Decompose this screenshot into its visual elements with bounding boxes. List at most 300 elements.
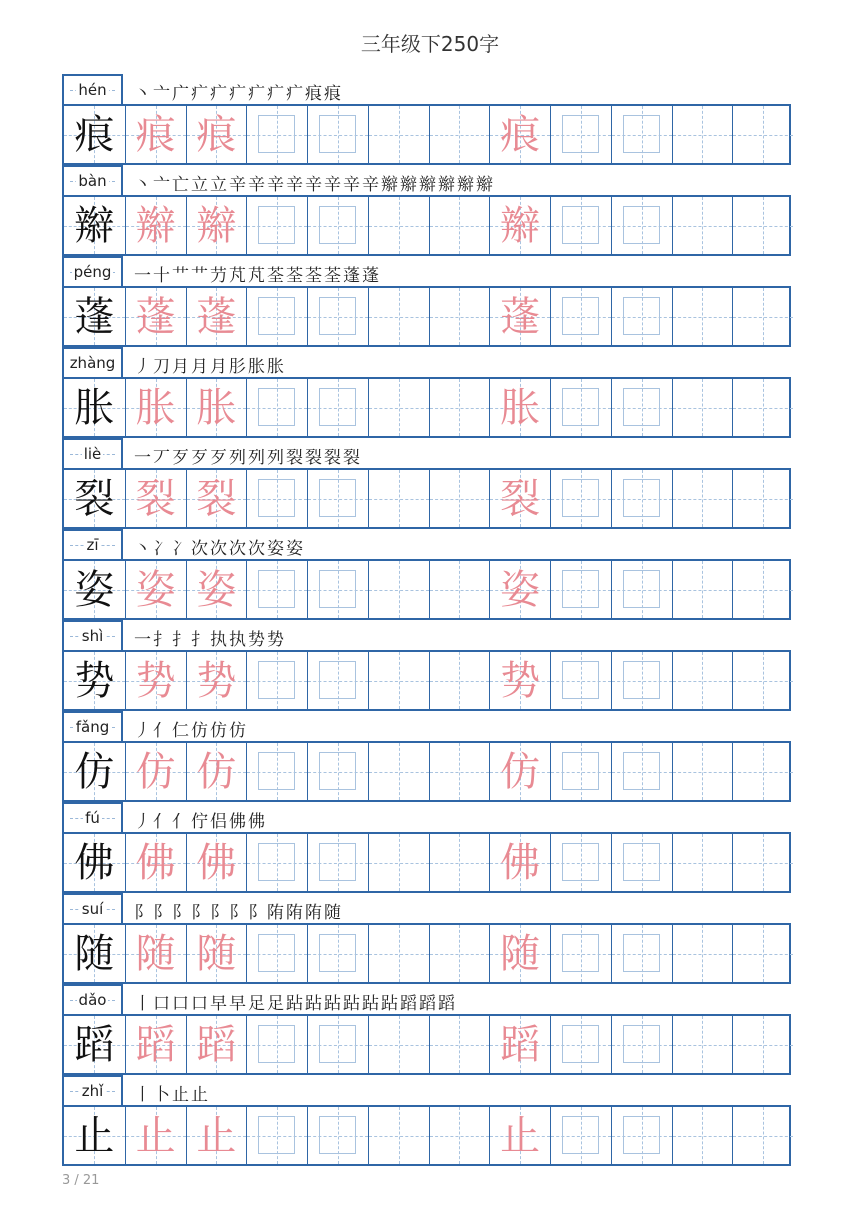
grid-cell bbox=[307, 1016, 368, 1073]
stroke-step: 跕 bbox=[324, 994, 341, 1014]
grid-cell bbox=[368, 288, 429, 345]
stroke-step: 月 bbox=[191, 357, 208, 377]
grid-cell bbox=[611, 561, 672, 618]
stroke-step: 阝 bbox=[191, 903, 208, 923]
grid-guide-horizontal bbox=[430, 499, 490, 500]
stroke-step: 荃 bbox=[267, 266, 284, 286]
stroke-step: 辮 bbox=[476, 175, 493, 195]
stroke-step: 跕 bbox=[305, 994, 322, 1014]
stroke-step: 裂 bbox=[324, 448, 341, 468]
grid-cell bbox=[732, 834, 793, 891]
grid-cell bbox=[186, 743, 247, 800]
stroke-step: 歹 bbox=[191, 448, 208, 468]
stroke-step: 月 bbox=[172, 357, 189, 377]
trace-character: 痕 bbox=[135, 111, 176, 158]
grid-inner-square bbox=[319, 752, 356, 790]
grid-guide-horizontal bbox=[733, 590, 793, 591]
stroke-step: 亻 bbox=[172, 812, 189, 832]
stroke-step: 辮 bbox=[457, 175, 474, 195]
grid-cell bbox=[550, 288, 611, 345]
grid-cell bbox=[246, 106, 307, 163]
stroke-step: 辮 bbox=[400, 175, 417, 195]
stroke-step: 佛 bbox=[229, 812, 246, 832]
stroke-step: 冫 bbox=[153, 539, 170, 559]
stroke-step: 亻 bbox=[153, 721, 170, 741]
trace-character: 仿 bbox=[135, 748, 176, 795]
stroke-step: 疒 bbox=[210, 84, 227, 104]
grid-cell bbox=[368, 1016, 429, 1073]
grid-inner-square bbox=[258, 661, 295, 699]
stroke-order bbox=[134, 624, 284, 650]
grid-inner-square bbox=[623, 843, 660, 881]
grid-guide-horizontal bbox=[369, 1136, 429, 1137]
grid-cell bbox=[64, 925, 125, 982]
stroke-step: 仿 bbox=[191, 721, 208, 741]
stroke-step: 一 bbox=[134, 630, 151, 650]
grid-inner-square bbox=[562, 843, 599, 881]
grid-inner-square bbox=[562, 479, 599, 517]
stroke-step: 疒 bbox=[191, 84, 208, 104]
grid-guide-horizontal bbox=[369, 1045, 429, 1046]
grid-cell bbox=[186, 1016, 247, 1073]
grid-guide-horizontal bbox=[430, 1136, 490, 1137]
grid-cell bbox=[64, 470, 125, 527]
grid-cell bbox=[246, 379, 307, 436]
grid-cell bbox=[732, 652, 793, 709]
character-entry bbox=[62, 620, 791, 711]
grid-cell bbox=[550, 197, 611, 254]
trace-character: 姿 bbox=[135, 566, 176, 613]
stroke-step: 一 bbox=[134, 448, 151, 468]
grid-cell bbox=[246, 470, 307, 527]
grid-cell bbox=[246, 743, 307, 800]
grid-cell bbox=[125, 561, 186, 618]
grid-guide-horizontal bbox=[673, 1136, 733, 1137]
grid-cell bbox=[186, 197, 247, 254]
grid-cell bbox=[611, 379, 672, 436]
stroke-step: 仿 bbox=[210, 721, 227, 741]
trace-character: 裂 bbox=[500, 475, 541, 522]
grid-inner-square bbox=[562, 934, 599, 972]
grid-guide-horizontal bbox=[430, 863, 490, 864]
grid-cell bbox=[125, 652, 186, 709]
grid-cell bbox=[672, 379, 733, 436]
stroke-step: 歹 bbox=[210, 448, 227, 468]
grid-inner-square bbox=[258, 1025, 295, 1063]
pinyin-box bbox=[62, 529, 123, 559]
grid-cell bbox=[429, 1016, 490, 1073]
grid-cell bbox=[489, 106, 550, 163]
grid-inner-square bbox=[319, 1116, 356, 1154]
stroke-step: 一 bbox=[134, 266, 151, 286]
trace-character: 胀 bbox=[196, 384, 237, 431]
pinyin-box bbox=[62, 802, 123, 832]
grid-inner-square bbox=[623, 1116, 660, 1154]
grid-cell bbox=[307, 652, 368, 709]
grid-guide-horizontal bbox=[369, 863, 429, 864]
pinyin-label: dǎo bbox=[78, 991, 107, 1009]
trace-character: 止 bbox=[135, 1112, 176, 1159]
grid-inner-square bbox=[623, 388, 660, 426]
stroke-step: 跕 bbox=[362, 994, 379, 1014]
grid-guide-horizontal bbox=[673, 499, 733, 500]
stroke-step: 立 bbox=[191, 175, 208, 195]
trace-character: 痕 bbox=[196, 111, 237, 158]
grid-cell bbox=[307, 1107, 368, 1164]
grid-cell bbox=[489, 652, 550, 709]
stroke-step: 口 bbox=[172, 994, 189, 1014]
stroke-step: 疒 bbox=[229, 84, 246, 104]
grid-inner-square bbox=[319, 1025, 356, 1063]
grid-cell bbox=[489, 834, 550, 891]
trace-character: 痕 bbox=[500, 111, 541, 158]
grid-cell bbox=[672, 834, 733, 891]
grid-cell bbox=[186, 470, 247, 527]
grid-cell bbox=[307, 197, 368, 254]
stroke-step: 蹈 bbox=[438, 994, 455, 1014]
grid-inner-square bbox=[562, 752, 599, 790]
stroke-step: 阝 bbox=[134, 903, 151, 923]
trace-character: 蓬 bbox=[196, 293, 237, 340]
stroke-step: 立 bbox=[210, 175, 227, 195]
pinyin-label: liè bbox=[83, 445, 102, 463]
grid-cell bbox=[246, 834, 307, 891]
grid-guide-horizontal bbox=[733, 863, 793, 864]
grid-cell bbox=[64, 106, 125, 163]
pinyin-row bbox=[62, 984, 791, 1014]
grid-inner-square bbox=[319, 661, 356, 699]
grid-cell bbox=[672, 1016, 733, 1073]
character-entry bbox=[62, 74, 791, 165]
grid-cell bbox=[186, 925, 247, 982]
stroke-step: 侣 bbox=[210, 812, 227, 832]
grid-cell bbox=[672, 470, 733, 527]
trace-character: 势 bbox=[135, 657, 176, 704]
grid-guide-horizontal bbox=[430, 590, 490, 591]
stroke-step: 丶 bbox=[134, 539, 151, 559]
stroke-step: 裂 bbox=[286, 448, 303, 468]
grid-inner-square bbox=[623, 206, 660, 244]
stroke-step: 荃 bbox=[305, 266, 322, 286]
pinyin-row bbox=[62, 256, 791, 286]
stroke-step: 冫 bbox=[172, 539, 189, 559]
stroke-step: 阝 bbox=[229, 903, 246, 923]
writing-grid-row bbox=[62, 741, 791, 802]
grid-cell bbox=[125, 1107, 186, 1164]
grid-cell bbox=[672, 106, 733, 163]
writing-grid-row bbox=[62, 377, 791, 438]
trace-character: 势 bbox=[500, 657, 541, 704]
grid-cell bbox=[368, 834, 429, 891]
grid-cell bbox=[368, 470, 429, 527]
grid-guide-horizontal bbox=[733, 226, 793, 227]
stroke-order bbox=[134, 169, 493, 195]
grid-inner-square bbox=[562, 1116, 599, 1154]
grid-cell bbox=[429, 470, 490, 527]
grid-cell bbox=[368, 1107, 429, 1164]
stroke-step: 丿 bbox=[134, 357, 151, 377]
trace-character: 势 bbox=[196, 657, 237, 704]
grid-cell bbox=[429, 1107, 490, 1164]
stroke-step: 陏 bbox=[267, 903, 284, 923]
stroke-step: 辛 bbox=[324, 175, 341, 195]
pinyin-label: péng bbox=[73, 263, 112, 281]
character-entry bbox=[62, 438, 791, 529]
grid-cell bbox=[489, 379, 550, 436]
grid-cell bbox=[64, 834, 125, 891]
grid-cell bbox=[672, 652, 733, 709]
grid-inner-square bbox=[562, 206, 599, 244]
grid-cell bbox=[611, 652, 672, 709]
stroke-order bbox=[134, 260, 379, 286]
grid-cell bbox=[489, 925, 550, 982]
stroke-step: 次 bbox=[191, 539, 208, 559]
writing-grid-row bbox=[62, 195, 791, 256]
stroke-step: 仿 bbox=[229, 721, 246, 741]
grid-cell bbox=[125, 743, 186, 800]
grid-guide-horizontal bbox=[673, 954, 733, 955]
stroke-step: 胀 bbox=[248, 357, 265, 377]
grid-guide-horizontal bbox=[673, 681, 733, 682]
grid-cell bbox=[307, 288, 368, 345]
trace-character: 裂 bbox=[196, 475, 237, 522]
grid-guide-horizontal bbox=[430, 408, 490, 409]
stroke-step: 阝 bbox=[248, 903, 265, 923]
stroke-step: 丶 bbox=[134, 84, 151, 104]
grid-cell bbox=[307, 561, 368, 618]
stroke-order bbox=[134, 806, 265, 832]
stroke-step: 辛 bbox=[343, 175, 360, 195]
stroke-step: 列 bbox=[267, 448, 284, 468]
grid-cell bbox=[246, 561, 307, 618]
stroke-step: 姿 bbox=[286, 539, 303, 559]
grid-inner-square bbox=[258, 570, 295, 608]
model-character: 随 bbox=[74, 930, 115, 977]
grid-inner-square bbox=[258, 479, 295, 517]
grid-inner-square bbox=[623, 479, 660, 517]
grid-inner-square bbox=[258, 1116, 295, 1154]
model-character: 裂 bbox=[74, 475, 115, 522]
grid-cell bbox=[732, 561, 793, 618]
model-character: 佛 bbox=[74, 839, 115, 886]
stroke-step: 辛 bbox=[248, 175, 265, 195]
grid-cell bbox=[672, 1107, 733, 1164]
grid-cell bbox=[550, 106, 611, 163]
grid-cell bbox=[732, 106, 793, 163]
stroke-step: 执 bbox=[210, 630, 227, 650]
grid-cell bbox=[429, 561, 490, 618]
stroke-step: 芀 bbox=[210, 266, 227, 286]
stroke-step: 丨 bbox=[134, 994, 151, 1014]
trace-character: 辮 bbox=[196, 202, 237, 249]
stroke-step: 荃 bbox=[324, 266, 341, 286]
grid-guide-horizontal bbox=[733, 954, 793, 955]
pinyin-box bbox=[62, 438, 123, 468]
trace-character: 仿 bbox=[500, 748, 541, 795]
grid-cell bbox=[307, 743, 368, 800]
writing-grid-row bbox=[62, 104, 791, 165]
grid-cell bbox=[368, 197, 429, 254]
pinyin-box bbox=[62, 256, 123, 286]
grid-inner-square bbox=[258, 115, 295, 153]
stroke-step: 刀 bbox=[153, 357, 170, 377]
grid-guide-horizontal bbox=[430, 1045, 490, 1046]
grid-cell bbox=[732, 925, 793, 982]
grid-guide-horizontal bbox=[733, 681, 793, 682]
grid-guide-horizontal bbox=[430, 317, 490, 318]
grid-cell bbox=[550, 652, 611, 709]
pinyin-row bbox=[62, 165, 791, 195]
grid-inner-square bbox=[319, 115, 356, 153]
grid-cell bbox=[307, 834, 368, 891]
stroke-step: 十 bbox=[153, 266, 170, 286]
grid-inner-square bbox=[319, 934, 356, 972]
page-number: 3 / 21 bbox=[62, 1173, 100, 1188]
stroke-step: 艹 bbox=[172, 266, 189, 286]
stroke-step: 辮 bbox=[381, 175, 398, 195]
grid-guide-horizontal bbox=[369, 408, 429, 409]
grid-cell bbox=[489, 470, 550, 527]
pinyin-box bbox=[62, 347, 123, 377]
grid-guide-horizontal bbox=[369, 590, 429, 591]
grid-inner-square bbox=[258, 752, 295, 790]
writing-grid-row bbox=[62, 286, 791, 347]
stroke-order bbox=[134, 442, 360, 468]
stroke-step: 裂 bbox=[343, 448, 360, 468]
grid-cell bbox=[429, 106, 490, 163]
grid-cell bbox=[550, 470, 611, 527]
grid-cell bbox=[611, 925, 672, 982]
pinyin-label: hén bbox=[78, 81, 107, 99]
practice-sheet bbox=[62, 74, 791, 1166]
stroke-step: 次 bbox=[248, 539, 265, 559]
stroke-step: 蓬 bbox=[362, 266, 379, 286]
grid-cell bbox=[307, 470, 368, 527]
pinyin-row bbox=[62, 347, 791, 377]
grid-cell bbox=[672, 561, 733, 618]
grid-cell bbox=[550, 379, 611, 436]
grid-guide-horizontal bbox=[369, 954, 429, 955]
grid-inner-square bbox=[623, 570, 660, 608]
grid-cell bbox=[611, 197, 672, 254]
grid-inner-square bbox=[623, 1025, 660, 1063]
grid-cell bbox=[64, 1107, 125, 1164]
grid-cell bbox=[186, 561, 247, 618]
pinyin-row bbox=[62, 1075, 791, 1105]
model-character: 辮 bbox=[74, 202, 115, 249]
stroke-step: 姿 bbox=[267, 539, 284, 559]
grid-guide-horizontal bbox=[673, 408, 733, 409]
grid-cell bbox=[732, 470, 793, 527]
stroke-step: 辛 bbox=[286, 175, 303, 195]
grid-guide-horizontal bbox=[369, 772, 429, 773]
grid-cell bbox=[611, 288, 672, 345]
pinyin-row bbox=[62, 802, 791, 832]
trace-character: 随 bbox=[196, 930, 237, 977]
pinyin-box bbox=[62, 984, 123, 1014]
writing-grid-row bbox=[62, 1014, 791, 1075]
stroke-step: 止 bbox=[172, 1085, 189, 1105]
grid-cell bbox=[489, 1016, 550, 1073]
stroke-step: 疒 bbox=[248, 84, 265, 104]
pinyin-row bbox=[62, 620, 791, 650]
trace-character: 辮 bbox=[500, 202, 541, 249]
grid-cell bbox=[732, 288, 793, 345]
stroke-step: 陏 bbox=[286, 903, 303, 923]
grid-cell bbox=[489, 1107, 550, 1164]
trace-character: 佛 bbox=[135, 839, 176, 886]
pinyin-label: zī bbox=[86, 536, 99, 554]
trace-character: 随 bbox=[500, 930, 541, 977]
grid-cell bbox=[489, 561, 550, 618]
grid-cell bbox=[368, 561, 429, 618]
grid-cell bbox=[672, 197, 733, 254]
grid-inner-square bbox=[623, 661, 660, 699]
grid-cell bbox=[489, 743, 550, 800]
stroke-step: 辛 bbox=[267, 175, 284, 195]
model-character: 姿 bbox=[74, 566, 115, 613]
grid-cell bbox=[125, 106, 186, 163]
grid-cell bbox=[368, 652, 429, 709]
grid-cell bbox=[186, 379, 247, 436]
trace-character: 蹈 bbox=[196, 1021, 237, 1068]
stroke-step: 疒 bbox=[267, 84, 284, 104]
model-character: 胀 bbox=[74, 384, 115, 431]
trace-character: 仿 bbox=[196, 748, 237, 795]
grid-cell bbox=[64, 288, 125, 345]
grid-cell bbox=[64, 561, 125, 618]
stroke-step: 芃 bbox=[248, 266, 265, 286]
trace-character: 蹈 bbox=[135, 1021, 176, 1068]
pinyin-label: fú bbox=[85, 809, 100, 827]
grid-inner-square bbox=[258, 388, 295, 426]
stroke-order bbox=[134, 1079, 208, 1105]
stroke-step: 辛 bbox=[305, 175, 322, 195]
trace-character: 蹈 bbox=[500, 1021, 541, 1068]
grid-cell bbox=[64, 197, 125, 254]
grid-guide-horizontal bbox=[673, 590, 733, 591]
stroke-step: 亻 bbox=[153, 812, 170, 832]
stroke-step: 仁 bbox=[172, 721, 189, 741]
stroke-step: 跕 bbox=[286, 994, 303, 1014]
character-entry bbox=[62, 802, 791, 893]
stroke-step: 随 bbox=[324, 903, 341, 923]
stroke-step: 早 bbox=[210, 994, 227, 1014]
grid-guide-horizontal bbox=[673, 135, 733, 136]
grid-cell bbox=[186, 106, 247, 163]
pinyin-label: zhàng bbox=[69, 354, 116, 372]
grid-inner-square bbox=[562, 661, 599, 699]
model-character: 势 bbox=[74, 657, 115, 704]
stroke-step: 佇 bbox=[191, 812, 208, 832]
grid-cell bbox=[550, 1016, 611, 1073]
trace-character: 裂 bbox=[135, 475, 176, 522]
grid-cell bbox=[429, 743, 490, 800]
grid-guide-horizontal bbox=[673, 317, 733, 318]
grid-cell bbox=[732, 1016, 793, 1073]
stroke-step: 蓬 bbox=[343, 266, 360, 286]
stroke-step: 荃 bbox=[286, 266, 303, 286]
grid-inner-square bbox=[319, 479, 356, 517]
grid-cell bbox=[125, 834, 186, 891]
grid-inner-square bbox=[623, 115, 660, 153]
page-title: 三年级下250字 bbox=[360, 32, 500, 56]
stroke-step: 佛 bbox=[248, 812, 265, 832]
trace-character: 蓬 bbox=[500, 293, 541, 340]
pinyin-box bbox=[62, 711, 123, 741]
stroke-step: 跕 bbox=[343, 994, 360, 1014]
character-entry bbox=[62, 347, 791, 438]
